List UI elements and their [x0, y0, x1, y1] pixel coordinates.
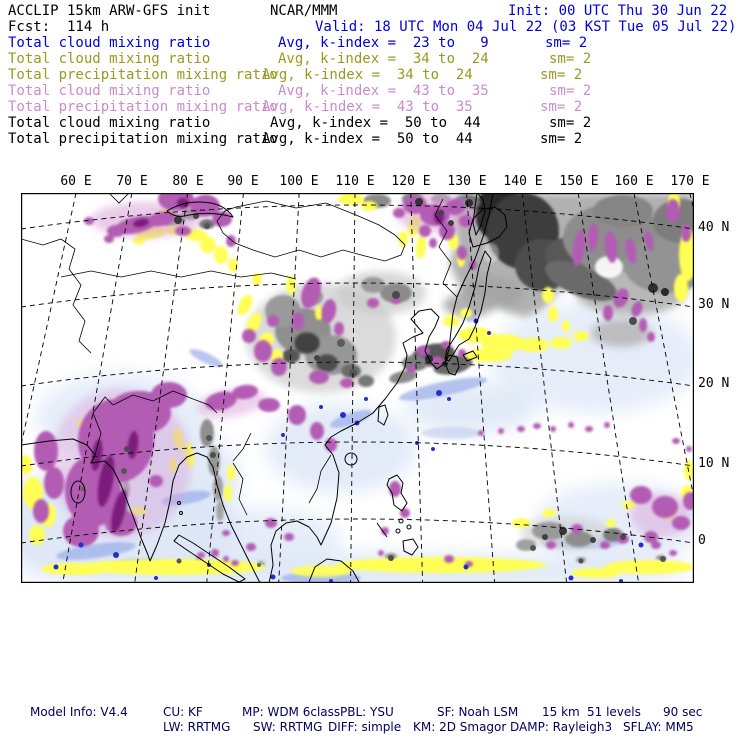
- lon-tick-label: 60 E: [60, 174, 92, 189]
- lat-tick-label: 40 N: [698, 220, 730, 235]
- lon-tick-label: 90 E: [227, 174, 259, 189]
- sm-2: sm= 2: [549, 51, 592, 67]
- lon-tick-label: 70 E: [116, 174, 148, 189]
- lon-tick-label: 80 E: [172, 174, 204, 189]
- var-label-2: Total cloud mixing ratio: [8, 51, 211, 67]
- kindex-4: Avg, k-index = 43 to 35: [278, 83, 489, 99]
- kindex-3: Avg, k-index = 34 to 24: [262, 67, 473, 83]
- plot-title: ACCLIP 15km ARW-GFS init: [8, 3, 211, 19]
- var-label-4: Total cloud mixing ratio: [8, 83, 211, 99]
- lon-tick-label: 100 E: [279, 174, 319, 189]
- damp-scheme: DAMP: Rayleigh3: [510, 720, 613, 734]
- kindex-6: Avg, k-index = 50 to 44: [270, 115, 481, 131]
- var-label-3: Total precipitation mixing ratio: [8, 67, 278, 83]
- forecast-hour: Fcst: 114 h: [8, 19, 110, 35]
- km-scheme: KM: 2D Smagor: [413, 720, 507, 734]
- lon-tick-label: 150 E: [559, 174, 599, 189]
- kindex-5: Avg, k-index = 43 to 35: [262, 99, 473, 115]
- sm-4: sm= 2: [549, 83, 592, 99]
- lw-scheme: LW: RRTMG: [163, 720, 231, 734]
- kindex-2: Avg, k-index = 34 to 24: [278, 51, 489, 67]
- sw-scheme: SW: RRTMG: [253, 720, 323, 734]
- lat-tick-label: 10 N: [698, 456, 730, 471]
- var-label-1: Total cloud mixing ratio: [8, 35, 211, 51]
- lat-tick-label: 30 N: [698, 297, 730, 312]
- sm-5: sm= 2: [540, 99, 583, 115]
- lat-tick-label: 20 N: [698, 376, 730, 391]
- mp-scheme: MP: WDM 6class: [242, 705, 341, 719]
- levels: 51 levels: [587, 705, 641, 719]
- timestep: 90 sec: [663, 705, 703, 719]
- var-label-5: Total precipitation mixing ratio: [8, 99, 278, 115]
- lon-tick-label: 130 E: [447, 174, 487, 189]
- pbl-scheme: PBL: YSU: [340, 705, 394, 719]
- kindex-1: Avg, k-index = 23 to 9: [278, 35, 489, 51]
- weather-map-plot: [21, 193, 694, 583]
- valid-time: Valid: 18 UTC Mon 04 Jul 22 (03 KST Tue 05 Jul 22): [315, 19, 737, 35]
- lon-tick-label: 160 E: [614, 174, 654, 189]
- org-label: NCAR/MMM: [270, 3, 338, 19]
- sflay-scheme: SFLAY: MM5: [623, 720, 694, 734]
- kindex-7: Avg, k-index = 50 to 44: [262, 131, 473, 147]
- init-time: Init: 00 UTC Thu 30 Jun 22: [508, 3, 728, 19]
- sf-scheme: SF: Noah LSM: [437, 705, 519, 719]
- sm-1: sm= 2: [545, 35, 588, 51]
- diff-scheme: DIFF: simple: [328, 720, 402, 734]
- grid-spacing: 15 km: [542, 705, 580, 719]
- lon-tick-label: 140 E: [503, 174, 543, 189]
- lon-tick-label: 170 E: [670, 174, 710, 189]
- var-label-6: Total cloud mixing ratio: [8, 115, 211, 131]
- sm-3: sm= 2: [540, 67, 583, 83]
- lat-tick-label: 0: [698, 533, 706, 548]
- model-version: Model Info: V4.4: [30, 705, 128, 719]
- var-label-7: Total precipitation mixing ratio: [8, 131, 278, 147]
- sm-6: sm= 2: [549, 115, 592, 131]
- sm-7: sm= 2: [540, 131, 583, 147]
- lon-tick-label: 120 E: [391, 174, 431, 189]
- lon-tick-label: 110 E: [335, 174, 375, 189]
- cu-scheme: CU: KF: [163, 705, 203, 719]
